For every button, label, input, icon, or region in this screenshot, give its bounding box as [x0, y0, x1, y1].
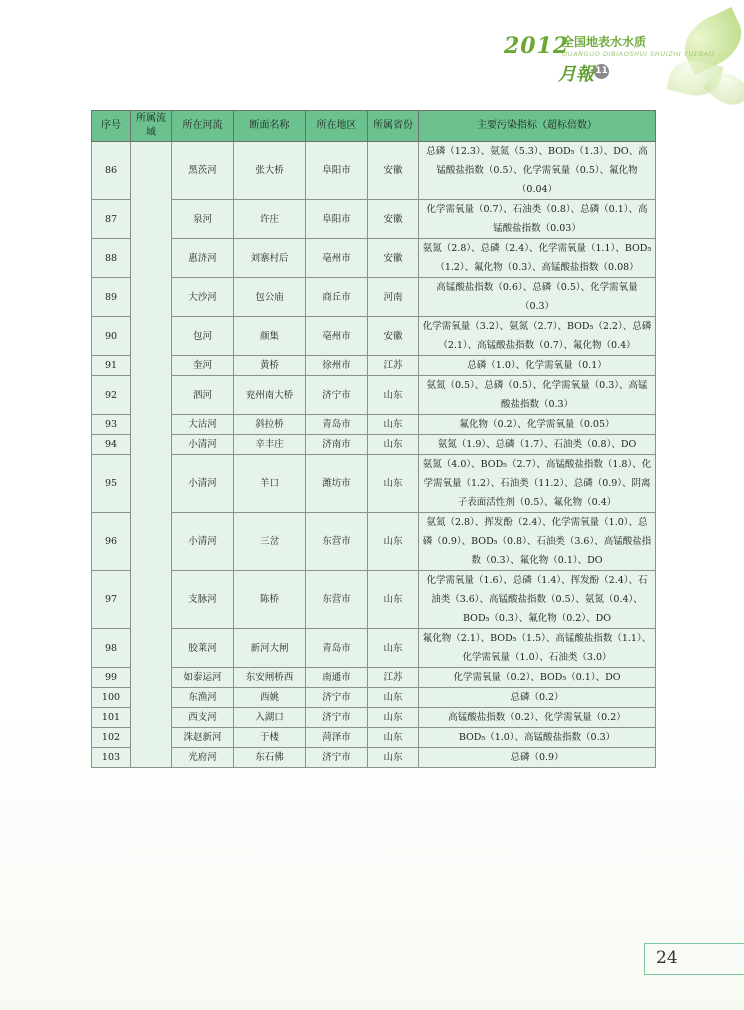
cell-river: 泉河: [172, 200, 234, 239]
cell-river: 小清河: [172, 455, 234, 513]
cell-section: 颜集: [234, 317, 306, 356]
cell-region: 商丘市: [306, 278, 368, 317]
cell-seq: 96: [92, 513, 131, 571]
cell-river: 东渔河: [172, 688, 234, 708]
cell-section: 黄桥: [234, 356, 306, 376]
cell-seq: 89: [92, 278, 131, 317]
cell-region: 亳州市: [306, 239, 368, 278]
cell-seq: 103: [92, 748, 131, 768]
cell-seq: 93: [92, 415, 131, 435]
cell-pollutants: BOD₅（1.0）、高锰酸盐指数（0.3）: [419, 728, 656, 748]
cell-seq: 91: [92, 356, 131, 376]
cell-river: 大沙河: [172, 278, 234, 317]
table-row: [92, 571, 656, 629]
cell-province: 江苏: [368, 668, 419, 688]
cell-seq: 86: [92, 142, 131, 200]
cell-pollutants: 化学需氧量（0.2）、BOD₅（0.1）、DO: [419, 668, 656, 688]
table-row: [92, 688, 656, 708]
cell-section: 斜拉桥: [234, 415, 306, 435]
cell-province: 山东: [368, 513, 419, 571]
cell-river: 包河: [172, 317, 234, 356]
cell-river: 小清河: [172, 513, 234, 571]
header-seq: 序号: [92, 111, 131, 142]
cell-section: 刘寨村后: [234, 239, 306, 278]
table-header-row: [92, 111, 656, 142]
cell-province: 山东: [368, 688, 419, 708]
cell-region: 济南市: [306, 435, 368, 455]
cell-province: 山东: [368, 708, 419, 728]
cell-section: 于楼: [234, 728, 306, 748]
cell-seq: 94: [92, 435, 131, 455]
cell-river: 支脉河: [172, 571, 234, 629]
cell-region: 济宁市: [306, 376, 368, 415]
cell-pollutants: 化学需氧量（3.2）、氨氮（2.7）、BOD₅（2.2）、总磷（2.1）、高锰酸盐指数（0.7）、氟化物（0.4）: [419, 317, 656, 356]
cell-river: 奎河: [172, 356, 234, 376]
cell-river: 惠济河: [172, 239, 234, 278]
cell-region: 亳州市: [306, 317, 368, 356]
cell-province: 山东: [368, 748, 419, 768]
cell-seq: 100: [92, 688, 131, 708]
table-row: [92, 513, 656, 571]
cell-section: 兖州南大桥: [234, 376, 306, 415]
cell-region: 徐州市: [306, 356, 368, 376]
cell-seq: 102: [92, 728, 131, 748]
cell-province: 山东: [368, 571, 419, 629]
cell-river: 西支河: [172, 708, 234, 728]
cell-section: 东石佛: [234, 748, 306, 768]
cell-river: 胶莱河: [172, 629, 234, 668]
report-pinyin: QUANGUO DIBIAOSHUI SHUIZHI YUEBAO: [562, 50, 715, 58]
header-province: 所属省份: [368, 111, 419, 142]
cell-section: 入湖口: [234, 708, 306, 728]
cell-section: 辛丰庄: [234, 435, 306, 455]
cell-section: 东安闸桥西: [234, 668, 306, 688]
table-row: [92, 239, 656, 278]
cell-pollutants: 高锰酸盐指数（0.6）、总磷（0.5）、化学需氧量（0.3）: [419, 278, 656, 317]
cell-pollutants: 氟化物（2.1）、BOD₅（1.5）、高锰酸盐指数（1.1）、化学需氧量（1.0）、石油类（3.0）: [419, 629, 656, 668]
header-region: 所在地区: [306, 111, 368, 142]
cell-region: 潍坊市: [306, 455, 368, 513]
cell-seq: 98: [92, 629, 131, 668]
cell-seq: 97: [92, 571, 131, 629]
footer-divider: [644, 974, 744, 975]
cell-pollutants: 氨氮（4.0）、BOD₅（2.7）、高锰酸盐指数（1.8）、化学需氧量（1.2）、石油类（11.2）、总磷（0.9）、阴离子表面活性剂（0.5）、氟化物（0.4）: [419, 455, 656, 513]
cell-seq: 99: [92, 668, 131, 688]
cell-river: 大沽河: [172, 415, 234, 435]
cell-region: 济宁市: [306, 708, 368, 728]
cell-province: 江苏: [368, 356, 419, 376]
cell-seq: 95: [92, 455, 131, 513]
table-row: [92, 142, 656, 200]
table-row: [92, 728, 656, 748]
cell-pollutants: 化学需氧量（1.6）、总磷（1.4）、挥发酚（2.4）、石油类（3.6）、高锰酸盐指数（0.5）、氨氮（0.4）、BOD₅（0.3）、氟化物（0.2）、DO: [419, 571, 656, 629]
cell-seq: 101: [92, 708, 131, 728]
table-row: [92, 376, 656, 415]
cell-region: 青岛市: [306, 415, 368, 435]
cell-pollutants: 氨氮（0.5）、总磷（0.5）、化学需氧量（0.3）、高锰酸盐指数（0.3）: [419, 376, 656, 415]
footer-divider: [644, 943, 744, 944]
cell-pollutants: 总磷（12.3）、氨氮（5.3）、BOD₅（1.3）、DO、高锰酸盐指数（0.5）、化学需氧量（0.5）、氟化物（0.04）: [419, 142, 656, 200]
issue-badge: 11: [594, 64, 609, 79]
report-title: 全国地表水水质: [562, 35, 647, 49]
report-monthly-label: 月報: [558, 64, 594, 85]
cell-region: 济宁市: [306, 688, 368, 708]
table-row: [92, 435, 656, 455]
cell-river: 光府河: [172, 748, 234, 768]
cell-seq: 90: [92, 317, 131, 356]
table-body: [92, 142, 656, 768]
cell-basin: [131, 142, 172, 768]
cell-river: 泗河: [172, 376, 234, 415]
table-row: [92, 708, 656, 728]
cell-river: 小清河: [172, 435, 234, 455]
cell-region: 南通市: [306, 668, 368, 688]
cell-river: 如泰运河: [172, 668, 234, 688]
cell-section: 羊口: [234, 455, 306, 513]
report-year: 2012: [504, 33, 570, 59]
footer-divider: [644, 943, 645, 975]
header-pollutants: 主要污染指标（超标倍数）: [419, 111, 656, 142]
cell-pollutants: 氨氮（1.9）、总磷（1.7）、石油类（0.8）、DO: [419, 435, 656, 455]
table-row: [92, 629, 656, 668]
cell-seq: 87: [92, 200, 131, 239]
cell-pollutants: 氨氮（2.8）、总磷（2.4）、化学需氧量（1.1）、BOD₅（1.2）、氟化物（0.3）、高锰酸盐指数（0.08）: [419, 239, 656, 278]
cell-region: 东营市: [306, 571, 368, 629]
page-number: 24: [656, 948, 678, 968]
header-river: 所在河流: [172, 111, 234, 142]
cell-section: 陈桥: [234, 571, 306, 629]
cell-section: 新河大闸: [234, 629, 306, 668]
water-quality-table: [91, 110, 656, 768]
cell-section: 西姚: [234, 688, 306, 708]
cell-pollutants: 氟化物（0.2）、化学需氧量（0.05）: [419, 415, 656, 435]
cell-province: 山东: [368, 455, 419, 513]
table-row: [92, 748, 656, 768]
cell-section: 包公庙: [234, 278, 306, 317]
report-header: [470, 0, 744, 110]
cell-seq: 92: [92, 376, 131, 415]
table-row: [92, 415, 656, 435]
cell-province: 山东: [368, 435, 419, 455]
cell-province: 山东: [368, 728, 419, 748]
cell-province: 安徽: [368, 317, 419, 356]
cell-province: 山东: [368, 629, 419, 668]
cell-pollutants: 总磷（0.2）: [419, 688, 656, 708]
cell-region: 阜阳市: [306, 200, 368, 239]
cell-region: 济宁市: [306, 748, 368, 768]
cell-province: 河南: [368, 278, 419, 317]
cell-region: 阜阳市: [306, 142, 368, 200]
cell-province: 安徽: [368, 200, 419, 239]
table-row: [92, 356, 656, 376]
cell-pollutants: 氨氮（2.8）、挥发酚（2.4）、化学需氧量（1.0）、总磷（0.9）、BOD₅（0.8）、石油类（3.6）、高锰酸盐指数（0.3）、氟化物（0.1）、DO: [419, 513, 656, 571]
cell-region: 青岛市: [306, 629, 368, 668]
cell-section: 三岔: [234, 513, 306, 571]
cell-river: 洙赵新河: [172, 728, 234, 748]
cell-region: 菏泽市: [306, 728, 368, 748]
cell-section: 许庄: [234, 200, 306, 239]
cell-section: 张大桥: [234, 142, 306, 200]
table-row: [92, 278, 656, 317]
table-row: [92, 668, 656, 688]
cell-province: 安徽: [368, 142, 419, 200]
cell-province: 安徽: [368, 239, 419, 278]
cell-seq: 88: [92, 239, 131, 278]
cell-pollutants: 高锰酸盐指数（0.2）、化学需氧量（0.2）: [419, 708, 656, 728]
cell-pollutants: 总磷（1.0）、化学需氧量（0.1）: [419, 356, 656, 376]
header-basin: 所属流域: [131, 111, 172, 142]
cell-province: 山东: [368, 376, 419, 415]
table-row: [92, 317, 656, 356]
header-section: 断面名称: [234, 111, 306, 142]
cell-province: 山东: [368, 415, 419, 435]
cell-pollutants: 总磷（0.9）: [419, 748, 656, 768]
cell-pollutants: 化学需氧量（0.7）、石油类（0.8）、总磷（0.1）、高锰酸盐指数（0.03）: [419, 200, 656, 239]
table-row: [92, 200, 656, 239]
cell-river: 黑茨河: [172, 142, 234, 200]
table-row: [92, 455, 656, 513]
cell-region: 东营市: [306, 513, 368, 571]
